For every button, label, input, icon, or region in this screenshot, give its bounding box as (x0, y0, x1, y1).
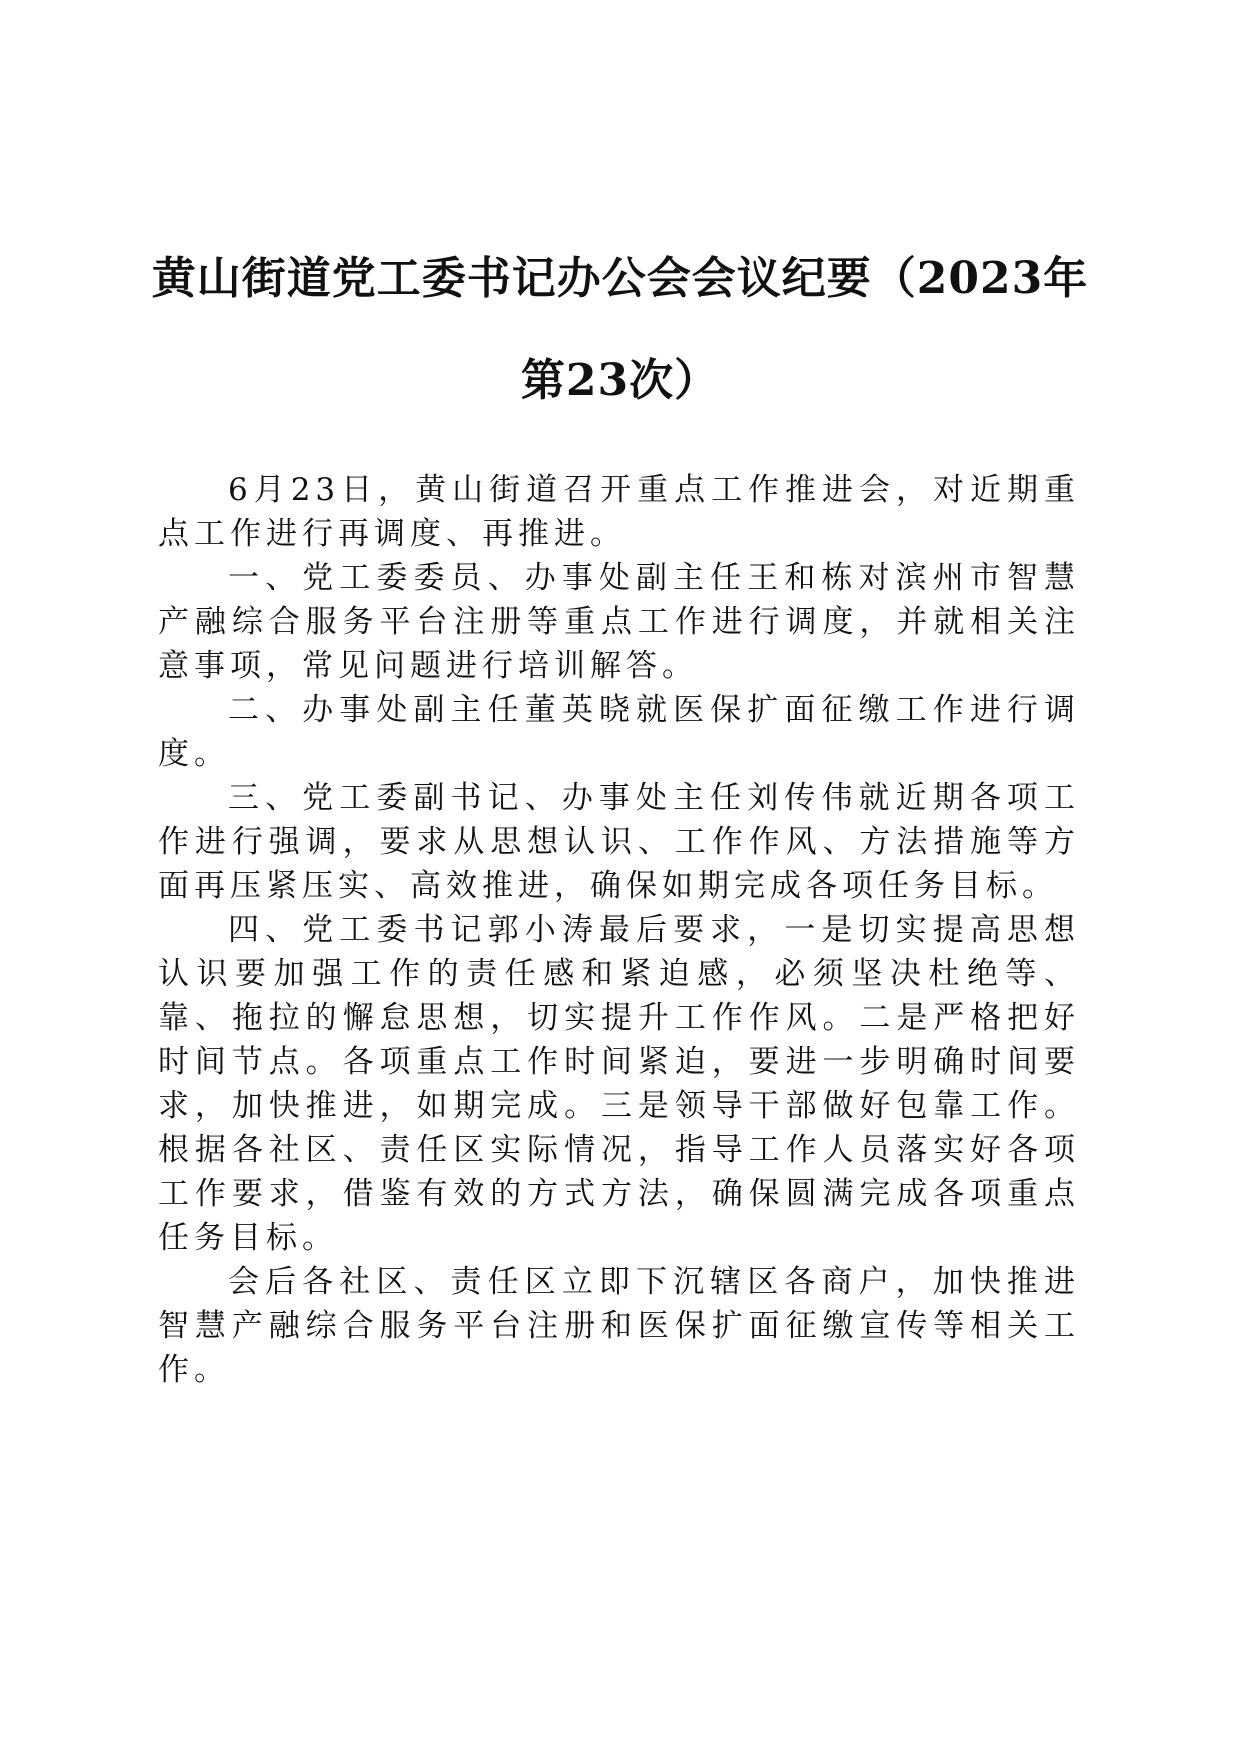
document-body (158, 468, 1080, 1392)
paragraph-intro: 6月23日，黄山街道召开重点工作推进会，对近期重点工作进行再调度、再推进。 (158, 472, 1080, 552)
paragraph-closing: 会后各社区、责任区立即下沉辖区各商户，加快推进智慧产融综合服务平台注册和医保扩面征缴宣传等相关工作。 (158, 1264, 1080, 1388)
paragraph-item-2: 二、办事处副主任董英晓就医保扩面征缴工作进行调度。 (158, 692, 1080, 772)
paragraph-item-1: 一、党工委委员、办事处副主任王和栋对滨州市智慧产融综合服务平台注册等重点工作进行调度，并就相关注意事项，常见问题进行培训解答。 (158, 560, 1080, 684)
paragraph-item-4: 四、党工委书记郭小涛最后要求，一是切实提高思想认识要加强工作的责任感和紧迫感，必须坚决杜绝等、靠、拖拉的懈怠思想，切实提升工作作风。二是严格把好时间节点。各项重点工作时间紧迫，要进一步明确时间要求，加快推进，如期完成。三是领导干部做好包靠工作。根据各社区、责任区实际情况，指导工作人员落实好各项工作要求，借鉴有效的方式方法，确保圆满完成各项重点任务目标。 (158, 912, 1080, 1256)
document-title: 黄山街道党工委书记办公会会议纪要（2023年第23次） (151, 253, 1089, 406)
paragraph-item-3: 三、党工委副书记、办事处主任刘传伟就近期各项工作进行强调，要求从思想认识、工作作风、方法措施等方面再压紧压实、高效推进，确保如期完成各项任务目标。 (158, 780, 1080, 904)
